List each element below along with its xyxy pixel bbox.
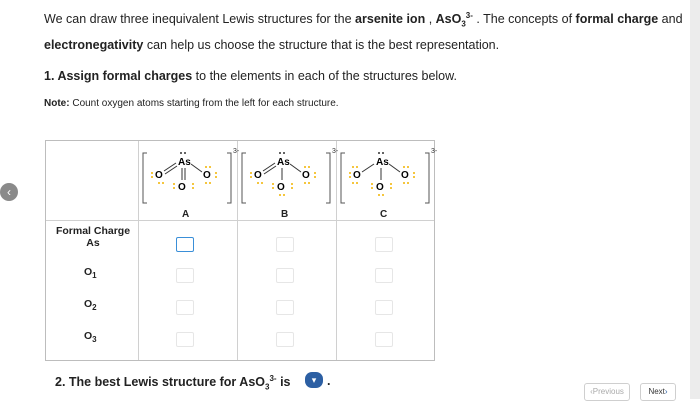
fc-input-c-as[interactable] [375, 237, 393, 252]
fc-input-b-o3[interactable] [276, 332, 294, 347]
charge-label: 3- [233, 148, 240, 155]
lewis-structure-b [240, 145, 339, 210]
atom-o1: O [353, 170, 361, 181]
intro-text: We can draw three inequivalent Lewis structures for the arsenite ion , AsO$_3^{3-}$ . The concepts of formal charge and electronegativity can help us choose the structure that is the best representation. [44, 11, 683, 52]
atom-o3: O [302, 170, 310, 181]
lewis-structure-a [141, 145, 240, 210]
question-1: 1. Assign formal charges to the elements in each of the structures below. [44, 69, 457, 83]
fc-input-c-o1[interactable] [375, 268, 393, 283]
atom-o1: O [155, 170, 163, 181]
row-title: Formal Charge As [50, 225, 136, 249]
formal-charge-table [45, 140, 438, 361]
atom-o2: O [376, 182, 384, 193]
next-button[interactable]: Next› [640, 383, 676, 401]
atom-o2: O [178, 182, 186, 193]
row-label-o1: $O_1$ [84, 266, 97, 281]
structure-label-a: A [182, 209, 190, 220]
chevron-right-icon: › [664, 387, 668, 396]
row-label-o2: $O_2$ [84, 298, 97, 313]
row-label-o3: $O_3$ [84, 330, 97, 345]
chevron-down-icon: ▾ [311, 375, 317, 385]
atom-as: As [178, 157, 191, 168]
atom-o3: O [203, 170, 211, 181]
scrollbar[interactable] [690, 0, 700, 399]
structure-label-b: B [281, 209, 289, 220]
atom-o2: O [277, 182, 285, 193]
fc-input-a-o3[interactable] [176, 332, 194, 347]
question-2: 2. The best Lewis structure for AsO$_3^{3-}$ is [55, 374, 291, 392]
question-2-period: . [327, 374, 331, 388]
charge-label: 3- [431, 148, 438, 155]
fc-input-a-o1[interactable] [176, 268, 194, 283]
structure-label-c: C [380, 209, 388, 220]
atom-as: As [277, 157, 290, 168]
note: Note: Count oxygen atoms starting from the left for each structure. [44, 98, 339, 109]
best-structure-dropdown[interactable] [305, 372, 323, 388]
arsenite-term: arsenite ion [355, 12, 426, 27]
previous-button[interactable]: ‹Previous [584, 383, 630, 401]
lewis-structure-c [339, 145, 438, 210]
chevron-left-icon: ‹ [590, 387, 593, 396]
fc-input-a-o2[interactable] [176, 300, 194, 315]
row-label-as: As [86, 237, 100, 249]
atom-o1: O [254, 170, 262, 181]
atom-as: As [376, 157, 389, 168]
atom-o3: O [401, 170, 409, 181]
fc-input-b-o2[interactable] [276, 300, 294, 315]
fc-input-b-o1[interactable] [276, 268, 294, 283]
fc-input-a-as[interactable] [176, 237, 194, 252]
charge-label: 3- [332, 148, 339, 155]
fc-input-c-o2[interactable] [375, 300, 393, 315]
back-arrow-icon[interactable]: ‹ [0, 183, 18, 201]
fc-input-b-as[interactable] [276, 237, 294, 252]
fc-input-c-o3[interactable] [375, 332, 393, 347]
